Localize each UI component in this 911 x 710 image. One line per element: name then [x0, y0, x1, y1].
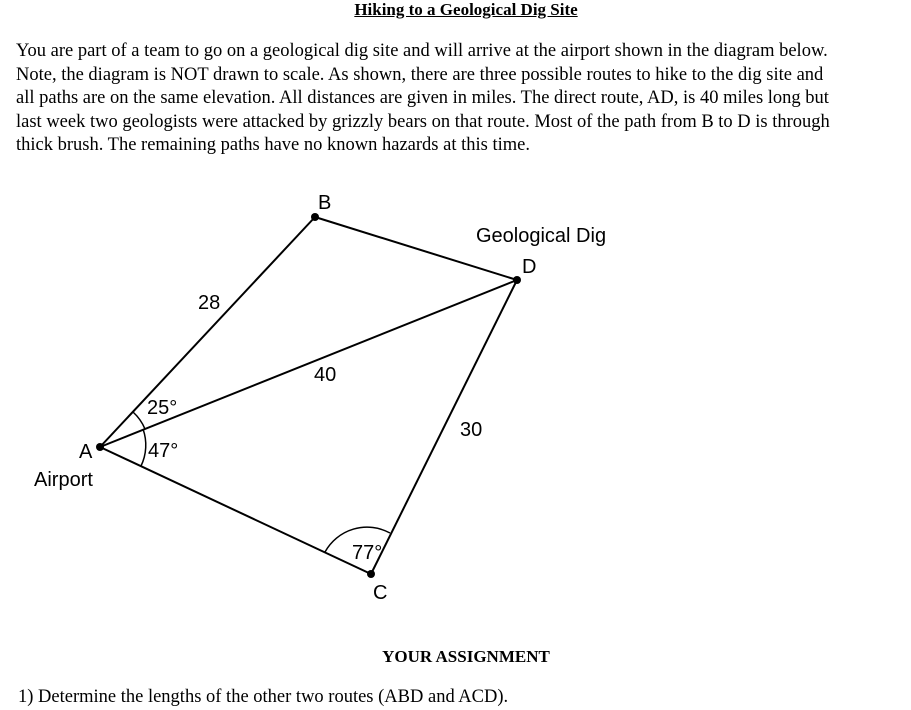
point-label-C: C [373, 582, 388, 604]
point-label-B: B [318, 192, 332, 214]
intro-line: You are part of a team to go on a geological dig site and will arrive at the airport shown in the diagram below. [16, 41, 828, 61]
length-label-CD: 30 [460, 419, 483, 441]
point-caption-geological-dig: Geological Dig [476, 225, 607, 247]
length-label-AD: 40 [314, 364, 337, 386]
vertex-B [311, 213, 319, 221]
assignment-heading: YOUR ASSIGNMENT [382, 647, 550, 666]
intro-line: Note, the diagram is NOT drawn to scale. As shown, there are three possible routes to hike to the dig site and [16, 64, 824, 85]
angle-label-ACD: 77° [352, 542, 383, 564]
document-title: Hiking to a Geological Dig Site [354, 0, 578, 19]
intro-line: all paths are on the same elevation. All distances are given in miles. The direct route, AD, is 40 miles long but [16, 88, 829, 108]
segment-AC [100, 447, 371, 574]
vertex-C [367, 570, 375, 578]
angle-arc-BAD [133, 412, 145, 429]
segment-CD [371, 280, 517, 574]
point-label-D: D [522, 256, 537, 278]
angle-label-DAC: 47° [148, 440, 179, 462]
point-label-A: A [79, 441, 93, 463]
intro-line: last week two geologists were attacked by grizzly bears on that route. Most of the path from B to D is through [16, 111, 830, 132]
length-label-AB: 28 [198, 292, 221, 314]
angle-label-BAD: 25° [147, 397, 178, 419]
vertex-D [513, 276, 521, 284]
assignment-task: 1) Determine the lengths of the other two routes (ABD and ACD). [18, 687, 509, 707]
angle-arc-DAC [141, 429, 146, 466]
intro-line: thick brush. The remaining paths have no known hazards at this time. [16, 135, 530, 155]
point-caption-airport: Airport [34, 469, 93, 491]
vertex-A [96, 443, 104, 451]
segment-AB [100, 217, 315, 447]
segment-AD [100, 280, 517, 447]
